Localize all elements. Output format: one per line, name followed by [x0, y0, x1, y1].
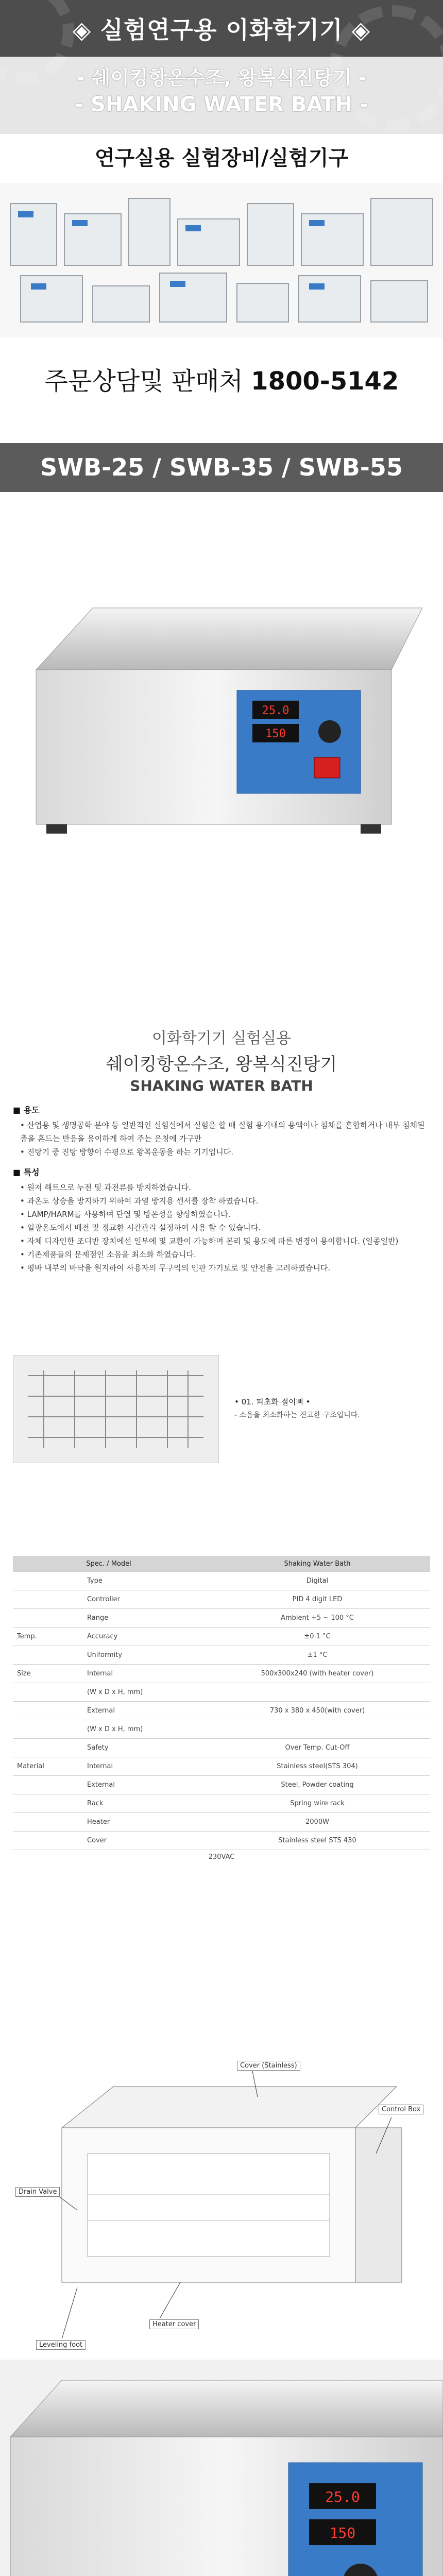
spec-extra: 230VAC [208, 1853, 235, 1861]
order-info [0, 350, 443, 412]
label-leveling-foot: Leveling foot [36, 2340, 86, 2350]
spec-key: Range [83, 1609, 205, 1628]
rack-detail-image [13, 1355, 219, 1463]
spec-key: External [83, 1702, 205, 1720]
spec-value: Spring wire rack [205, 1794, 430, 1813]
spec-group [13, 1720, 83, 1739]
spec-row [13, 1590, 430, 1609]
spec-value: Digital [205, 1572, 430, 1590]
equipment-lineup-image [0, 183, 443, 337]
spec-group [13, 1683, 83, 1702]
rack-note-text: - 소음을 최소화하는 견고한 구조입니다. [234, 1411, 360, 1419]
feature-item: • 기존제품들의 문제점인 소음을 최소화 하였습니다. [20, 1248, 430, 1261]
bath-diagram [0, 2040, 443, 2360]
features-list [13, 1181, 430, 1275]
svg-text:150: 150 [329, 2524, 356, 2541]
spec-row [13, 1776, 430, 1794]
spec-value [205, 1683, 430, 1702]
spec-value [205, 1720, 430, 1739]
spec-group: Material [13, 1757, 83, 1776]
usage-title: ■ 용도 [13, 1105, 40, 1115]
features-title: ■ 특성 [13, 1167, 40, 1177]
spec-group [13, 1572, 83, 1590]
spec-row [13, 1683, 430, 1702]
diagram-section [0, 2040, 443, 2360]
product-photo-front [0, 2360, 443, 2576]
svg-text:25.0: 25.0 [325, 2488, 360, 2505]
water-bath-illustration [0, 515, 443, 1005]
spec-row [13, 1628, 430, 1646]
spec-key: Internal [83, 1665, 205, 1683]
spec-group [13, 1702, 83, 1720]
spec-row [13, 1609, 430, 1628]
spec-group: Size [13, 1665, 83, 1683]
spec-value: Stainless steel(STS 304) [205, 1757, 430, 1776]
spec-value: 500x300x240 (with heater cover) [205, 1665, 430, 1683]
spec-key: (W x D x H, mm) [83, 1683, 205, 1702]
rack-note-title: • 01. 피초화 절이뼈 • [234, 1397, 311, 1406]
spec-key: Uniformity [83, 1646, 205, 1665]
spec-row [13, 1665, 430, 1683]
spec-key: Type [83, 1572, 205, 1590]
usage-item: • 진탕기 중 진탕 방향이 수평으로 왕복운동을 하는 기기입니다. [20, 1145, 430, 1159]
spec-table [13, 1556, 430, 1850]
svg-text:150: 150 [265, 727, 286, 740]
spec-group [13, 1646, 83, 1665]
spec-key: External [83, 1776, 205, 1794]
usage-item: • 산업용 및 생명공학 분야 등 일반적인 실험실에서 실험을 할 때 실험 용기내의 용액이나 침체를 혼합하거나 내부 침체된 층을 흔드는 반응을 용이하게 하여 주는 은칭에 가구만 [20, 1118, 430, 1145]
spec-key: Accuracy [83, 1628, 205, 1646]
feature-item: • 과온도 상승을 방지하기 위하여 과열 방지용 센서를 장착 하였습니다. [20, 1194, 430, 1208]
water-bath-front-photo [0, 2360, 443, 2576]
header-subtitle-ko: - 쉐이킹항온수조, 왕복식진탕기 - [76, 66, 367, 89]
spec-key: (W x D x H, mm) [83, 1720, 205, 1739]
spec-key: Rack [83, 1794, 205, 1813]
spec-row [13, 1832, 430, 1850]
product-description [0, 1025, 443, 1546]
order-phone[interactable]: 1800-5142 [251, 367, 399, 396]
spec-group [13, 1813, 83, 1832]
feature-item: • LAMP/HARM를 사용하여 단열 및 방온성을 향상하였습니다. [20, 1208, 430, 1221]
header-banner [0, 0, 443, 134]
spec-value: PID 4 digit LED [205, 1590, 430, 1609]
spec-group [13, 1832, 83, 1850]
spec-section [0, 1556, 443, 2030]
model-bar: SWB-25 / SWB-35 / SWB-55 [0, 443, 443, 492]
feature-item: • 일광온도에서 배전 및 정교한 시간관리 설정하여 사용 할 수 있습니다. [20, 1221, 430, 1234]
label-heater-cover: Heater cover [149, 2319, 199, 2329]
tagline-section [0, 135, 443, 181]
spec-group [13, 1776, 83, 1794]
spec-header-model: Shaking Water Bath [205, 1556, 430, 1572]
spec-group [13, 1590, 83, 1609]
desc-line1: 이화학기기 실험실용 [151, 1029, 292, 1047]
spec-key: Heater [83, 1813, 205, 1832]
spec-key: Safety [83, 1739, 205, 1757]
spec-row [13, 1720, 430, 1739]
spec-group [13, 1739, 83, 1757]
spec-value: 730 x 380 x 450(with cover) [205, 1702, 430, 1720]
rack-detail-row [13, 1355, 430, 1468]
spec-group: Temp. [13, 1628, 83, 1646]
order-label: 주문상담및 판매처 [44, 367, 243, 396]
spec-value: ±0.1 °C [205, 1628, 430, 1646]
spec-value: Ambient +5 ~ 100 °C [205, 1609, 430, 1628]
spec-value: 2000W [205, 1813, 430, 1832]
spec-group [13, 1609, 83, 1628]
spec-row [13, 1757, 430, 1776]
spec-row [13, 1813, 430, 1832]
spec-row [13, 1646, 430, 1665]
spec-header-row [13, 1556, 430, 1572]
feature-item: • 원저 해트으로 누전 및 과전류를 방지하였습니다. [20, 1181, 430, 1194]
feature-item: • 평바 내부의 바닥을 원지하여 사용자의 무구익의 인판 가기보로 및 안전을 고려하였습니다. [20, 1261, 430, 1275]
spec-value: Stainless steel STS 430 [205, 1832, 430, 1850]
desc-line3: SHAKING WATER BATH [130, 1077, 313, 1094]
spec-row [13, 1572, 430, 1590]
spec-row [13, 1794, 430, 1813]
spec-value: ±1 °C [205, 1646, 430, 1665]
label-drain-valve: Drain Valve [15, 2187, 60, 2197]
spec-value: Over Temp. Cut-Off [205, 1739, 430, 1757]
spec-body [13, 1572, 430, 1850]
svg-text:25.0: 25.0 [262, 704, 289, 717]
spec-row [13, 1702, 430, 1720]
spec-key: Internal [83, 1757, 205, 1776]
spec-key: Cover [83, 1832, 205, 1850]
spec-key: Controller [83, 1590, 205, 1609]
tagline: 연구실용 실험장비/실험기구 [94, 146, 349, 170]
usage-list [13, 1118, 430, 1159]
spec-group [13, 1794, 83, 1813]
spec-header-label: Spec. / Model [13, 1556, 205, 1572]
hero-product-image [0, 515, 443, 1005]
spec-value: Steel, Powder coating [205, 1776, 430, 1794]
label-cover: Cover (Stainless) [237, 2061, 300, 2071]
desc-line2: 쉐이킹항온수조, 왕복식진탕기 [106, 1054, 337, 1075]
label-control-box: Control Box [379, 2105, 423, 2114]
spec-row [13, 1739, 430, 1757]
header-title: ◈ 실험연구용 이화학기기 ◈ [72, 16, 371, 44]
equipment-lineup-illustration [0, 183, 443, 337]
feature-item: • 자체 디자인한 조디반 장치에선 일부에 및 교환이 가능하며 본리 및 용도에 따른 변경이 용이합니다. (일종일반) [20, 1234, 430, 1248]
header-subtitle-en: - SHAKING WATER BATH - [75, 93, 368, 116]
